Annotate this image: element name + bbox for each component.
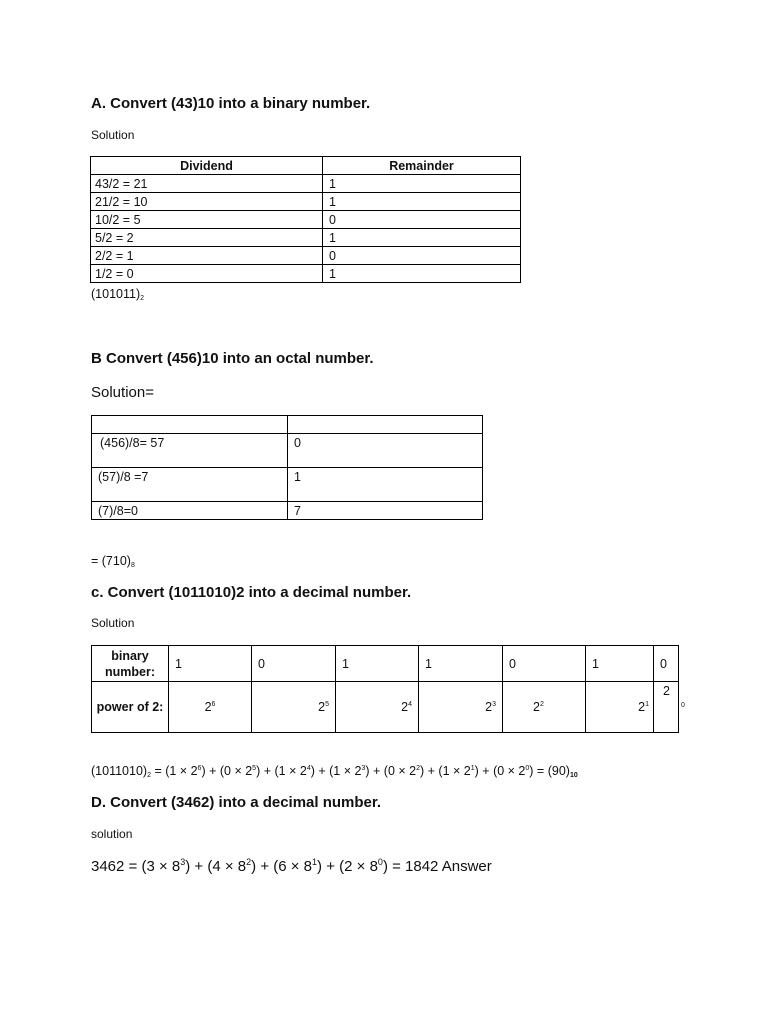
formula-part: ) + (2 × 8 [317,858,378,875]
dividend-cell: 5/2 = 2 [91,229,323,247]
formula-term: (0 × 2 [383,764,417,778]
bit-cell: 1 [169,646,252,682]
power-base: 2 [533,700,540,714]
bit-cell: 1 [586,646,654,682]
dividend-cell: 2/2 = 1 [91,247,323,265]
formula-exponent: 5 [252,765,257,772]
power-cell-last [654,682,685,733]
power-exponent: 6 [211,701,216,708]
remainder-cell: 7 [288,502,483,520]
formula-exponent: 2 [416,765,420,772]
part-a-heading: A. Convert (43)10 into a binary number. [91,95,371,112]
formula-result-base: 10 [569,772,578,779]
dividend-cell: 21/2 = 10 [91,193,323,211]
formula-term-close: ) [420,764,425,778]
table-row [92,468,483,502]
empty-header-cell [288,416,483,434]
bit-cell: 1 [336,646,419,682]
formula-part: ) + (6 × 8 [251,858,313,875]
table-header-row [92,416,483,434]
formula-result: (90) [547,764,570,778]
table-row [92,502,483,520]
dividend-cell: 10/2 = 5 [91,211,323,229]
formula-term: (1 × 2 [274,764,307,778]
part-a-result-base: 2 [140,295,145,302]
formula-exponent: 1 [470,765,475,772]
formula-term: (0 × 2 [219,764,253,778]
remainder-cell: 0 [288,434,483,468]
formula-exponent: 0 [377,857,383,867]
remainder-cell: 1 [323,175,521,193]
division-cell: (7)/8=0 [92,502,288,520]
part-b-result-base: 8 [130,562,135,569]
remainder-cell: 1 [323,193,521,211]
remainder-cell: 1 [323,265,521,283]
bit-cell: 0 [654,646,679,682]
header-remainder: Remainder [323,157,521,175]
part-a-result-value: (101011) [91,287,141,301]
formula-part: 3462 = (3 × 8 [91,858,181,875]
power-base: 2 [204,700,212,714]
table-header-row [91,157,521,175]
power-base: 2 [638,700,646,714]
part-b-table [91,415,483,520]
formula-exponent: 3 [180,857,186,867]
formula-exponent: 0 [525,765,530,772]
formula-exponent: 1 [312,857,318,867]
table-row [91,193,521,211]
power-exponent: 0 [681,702,685,709]
formula-term-close: ) [310,764,315,778]
binary-row [92,646,679,682]
part-d-solution-label: solution [91,827,133,841]
remainder-cell: 0 [323,247,521,265]
division-cell: (456)/8= 57 [92,434,288,468]
power-cell [419,682,503,733]
dividend-cell: 43/2 = 21 [91,175,323,193]
part-a-result [91,287,144,302]
bit-cell: 0 [503,646,586,682]
part-b-result [91,554,135,569]
power-of-2-label: power of 2: [92,682,169,733]
table-row [91,229,521,247]
formula-exponent: 4 [306,765,311,772]
empty-header-cell [92,416,288,434]
bit-cell: 0 [252,646,336,682]
dividend-cell: 1/2 = 0 [91,265,323,283]
part-c-heading: c. Convert (1011010)2 into a decimal number. [91,584,412,601]
division-cell: (57)/8 =7 [92,468,288,502]
power-cell [169,682,252,733]
part-c-solution-label: Solution [91,616,135,630]
power-cell [586,682,654,733]
table-row [91,247,521,265]
formula-exponent: 2 [246,857,252,867]
power-cell [503,682,586,733]
power-exponent: 5 [325,701,329,708]
formula-lhs-base: 2 [147,772,151,779]
power-row [92,682,679,733]
part-b-heading: B Convert (456)10 into an octal number. [91,350,374,367]
formula-term: (1 × 2 [165,764,198,778]
part-c-table [91,645,685,733]
power-exponent: 1 [645,701,649,708]
formula-exponent: 3 [361,765,366,772]
binary-number-label: binary number: [92,646,169,682]
formula-term-close: ) [201,764,206,778]
part-a-solution-label: Solution [91,128,135,142]
power-exponent: 3 [492,701,496,708]
formula-term-close: ) [529,764,534,778]
table-row [92,434,483,468]
part-b-result-value: = (710) [91,554,131,568]
formula-term: (1 × 2 [438,764,471,778]
formula-term-close: ) [256,764,261,778]
part-c-formula: $(1011010)_2 = (1 \times 2^6) + (0 \times 2^5) + (1 \times 2^4) + (1 \times 2^3) + (0 \times 2^2) + (1 \times 2^1) + (0 \times 2^0) = (90)_{10}$ [91,764,578,779]
formula-answer: ) = 1842 Answer [382,858,492,875]
power-base: 2 [663,684,670,698]
remainder-cell: 0 [323,211,521,229]
part-a-table [90,156,521,283]
part-d-heading: D. Convert (3462) into a decimal number. [91,794,382,811]
table-row [91,211,521,229]
formula-lhs: (1011010) [91,764,148,778]
part-b-solution-label: Solution= [91,384,154,401]
power-exponent: 4 [408,701,412,708]
bit-cell: 1 [419,646,503,682]
formula-term-close: ) [365,764,370,778]
formula-term-close: ) [474,764,479,778]
power-base: 2 [401,700,409,714]
remainder-cell: 1 [288,468,483,502]
power-cell [336,682,419,733]
formula-term: (1 × 2 [329,764,362,778]
formula-part: ) + (4 × 8 [185,858,247,875]
remainder-cell: 1 [323,229,521,247]
header-dividend: Dividend [91,157,323,175]
power-cell [252,682,336,733]
power-base: 2 [318,700,326,714]
power-base: 2 [485,700,493,714]
formula-exponent: 6 [197,765,202,772]
table-row [91,265,521,283]
table-row [91,175,521,193]
power-exponent: 2 [539,701,544,708]
formula-term: (0 × 2 [493,764,526,778]
part-d-formula [91,857,492,875]
